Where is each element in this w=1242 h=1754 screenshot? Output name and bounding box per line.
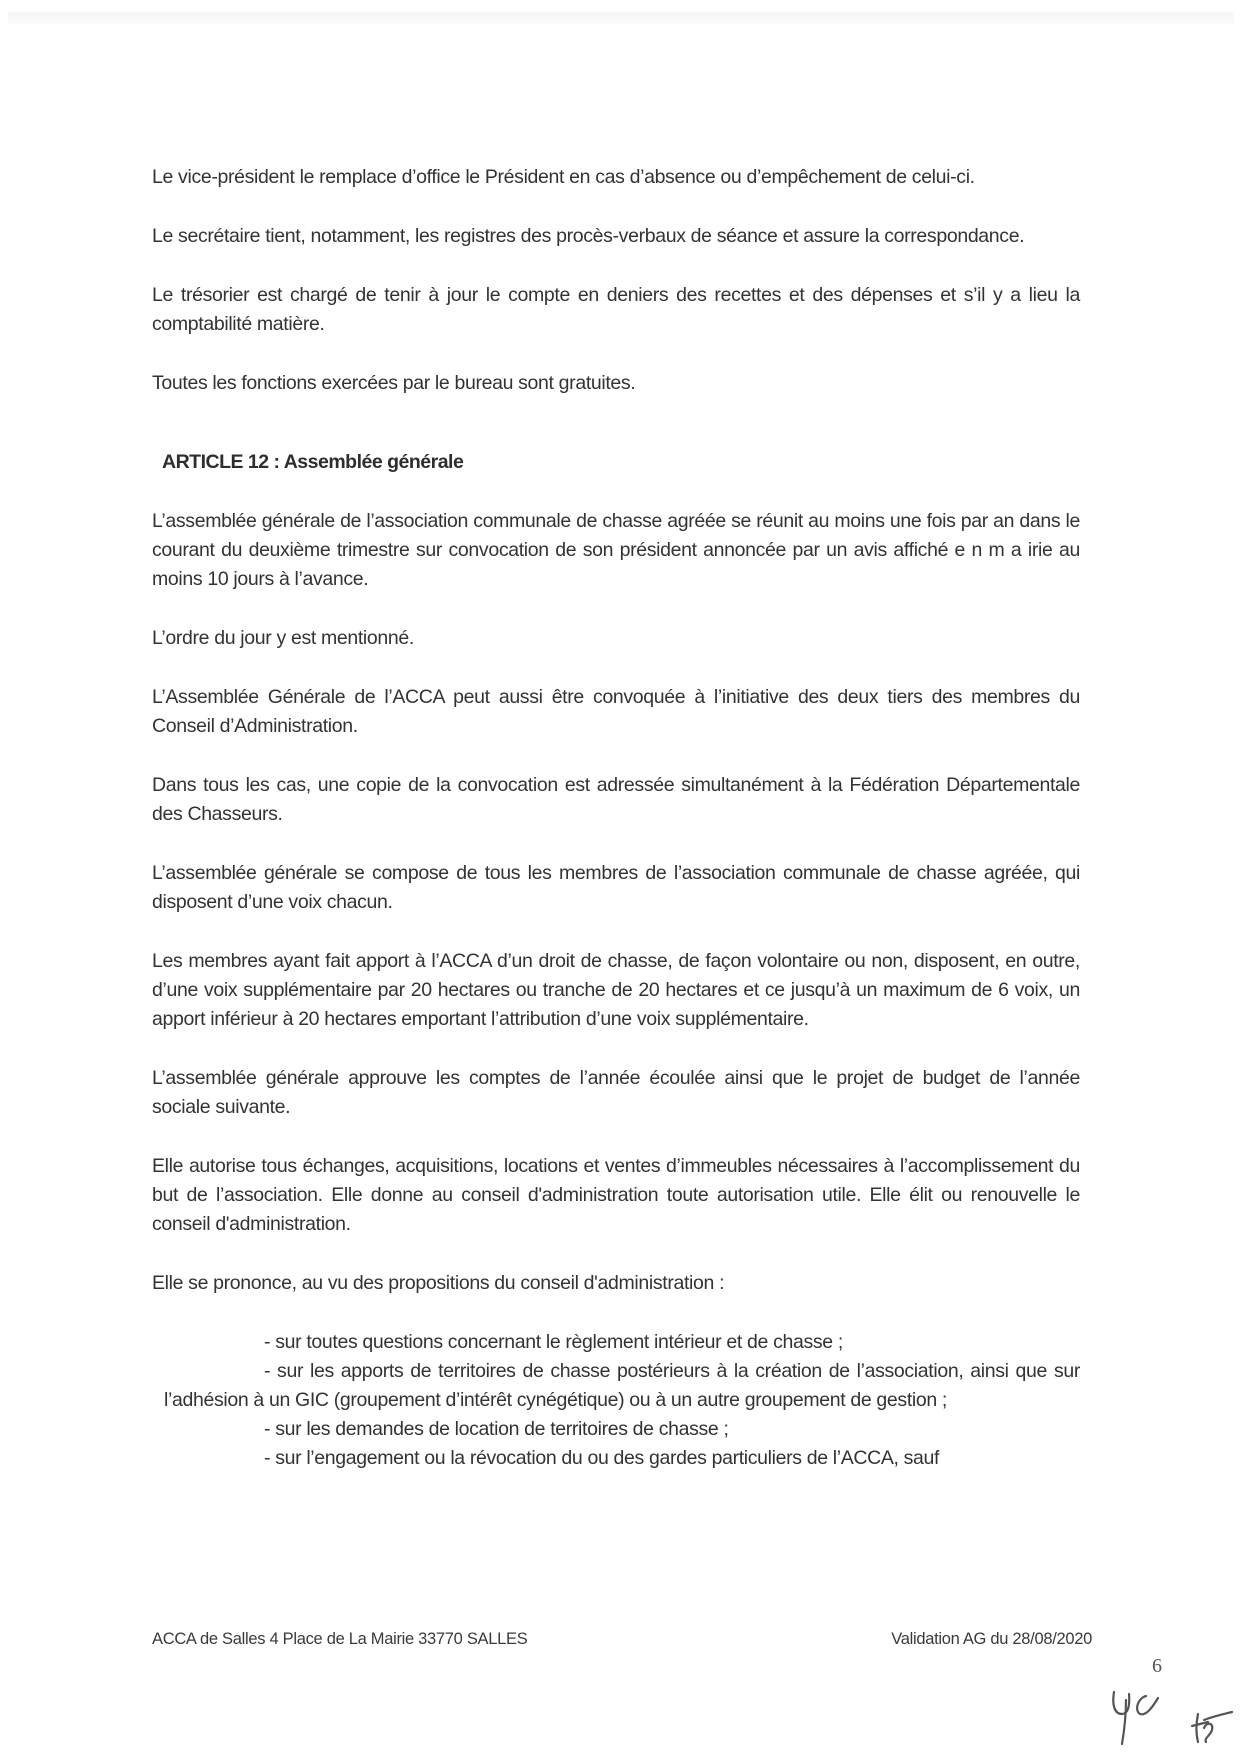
paragraph-propositions-intro: Elle se prononce, au vu des propositions du conseil d'administration : [152, 1272, 725, 1294]
paragraph-reunion: L’assemblée générale de l’association communale de chasse agréée se réunit au moins une fois par an dans le courant du deuxième trimestre sur convocation de son président annoncée par un avis affiché e n m a irie au moins 10 jours à l’avance. [152, 510, 1080, 590]
footer-validation: Validation AG du 28/08/2020 [891, 1630, 1092, 1648]
handwritten-initials-icon [1100, 1670, 1240, 1754]
paragraph-tresorier: Le trésorier est chargé de tenir à jour le compte en deniers des recettes et des dépenses et s’il y a lieu la comptabilité matière. [152, 284, 1080, 335]
paragraph-vice-president: Le vice-président le remplace d’office le Président en cas d’absence ou d’empêchement de celui-ci. [152, 166, 975, 188]
footer-address: ACCA de Salles 4 Place de La Mairie 33770 SALLES [152, 1630, 528, 1648]
initial-stroke [1137, 1696, 1158, 1714]
paragraph-copie-convocation: Dans tous les cas, une copie de la convocation est adressée simultanément à la Fédération Départementale des Chasseurs. [152, 774, 1080, 825]
list-item: - sur les demandes de location de territoires de chasse ; [264, 1418, 729, 1440]
paragraph-fonctions-gratuites: Toutes les fonctions exercées par le bureau sont gratuites. [152, 372, 636, 394]
paragraph-convocation-initiative: L’Assemblée Générale de l’ACCA peut aussi être convoquée à l’initiative des deux tiers des membres du Conseil d’Administration. [152, 686, 1080, 737]
page-number: 6 [1152, 1655, 1162, 1677]
list-item: - sur l’engagement ou la révocation du ou des gardes particuliers de l’ACCA, sauf [264, 1447, 940, 1469]
list-item: - sur les apports de territoires de chasse postérieurs à la création de l’association, ainsi que sur l’adhésion à un GIC (groupement d’intérêt cynégétique) ou à un autre groupement de gestion ; [164, 1360, 1080, 1411]
initial-stroke [1204, 1712, 1232, 1720]
list-item: - sur toutes questions concernant le règlement intérieur et de chasse ; [264, 1331, 843, 1353]
paragraph-secretaire: Le secrétaire tient, notamment, les registres des procès-verbaux de séance et assure la correspondance. [152, 225, 1025, 247]
initial-stroke [1122, 1700, 1126, 1744]
paragraph-approbation-comptes: L’assemblée générale approuve les comptes de l’année écoulée ainsi que le projet de budget de l’année sociale suivante. [152, 1067, 1080, 1118]
document-page [152, 163, 1080, 1473]
initial-stroke [1197, 1714, 1199, 1742]
initial-stroke [1204, 1724, 1212, 1742]
paragraph-voix-supplementaires: Les membres ayant fait apport à l’ACCA d’un droit de chasse, de façon volontaire ou non, disposent, en outre, d’une voix supplémentaire par 20 hectares ou tranche de 20 hectares et ce jusqu’à un maximum de 6 voix, un apport inférieur à 20 hectares emportant l’attribution d’une voix supplémentaire. [152, 950, 1080, 1030]
paragraph-composition: L’assemblée générale se compose de tous les membres de l’association communale de chasse agréée, qui disposent d’une voix chacun. [152, 862, 1080, 913]
propositions-list [152, 1328, 1080, 1473]
scan-border [8, 12, 1234, 24]
paragraph-ordre-du-jour: L’ordre du jour y est mentionné. [152, 627, 414, 649]
article-heading: ARTICLE 12 : Assemblée générale [162, 451, 464, 473]
paragraph-autorisations: Elle autorise tous échanges, acquisitions, locations et ventes d’immeubles nécessaires à l’accomplissement du but de l’association. Elle donne au conseil d'administration toute autorisation utile. Elle élit ou renouvelle le conseil d'administration. [152, 1155, 1080, 1235]
